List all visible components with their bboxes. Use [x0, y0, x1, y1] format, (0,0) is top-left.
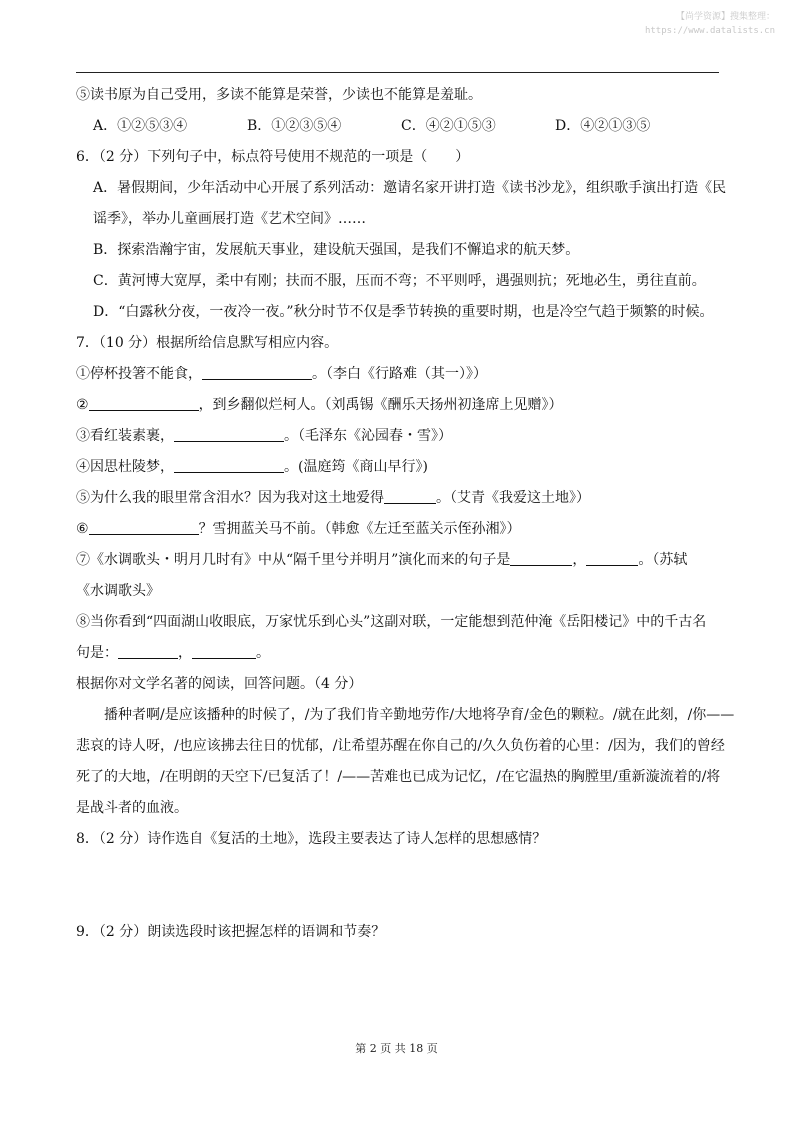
q7-item-3-text: ③看红装素裹，	[76, 428, 174, 444]
answer-blank[interactable]	[384, 489, 436, 504]
q5-options	[76, 111, 719, 142]
q6-option-a-line1: A．暑假期间，少年活动中心开展了系列活动：邀请名家开讲打造《读书沙龙》，组织歌手演出打造《民	[93, 180, 727, 196]
q7-item-6	[76, 514, 719, 545]
q8-answer-space[interactable]	[76, 855, 719, 917]
answer-blank[interactable]	[202, 365, 312, 380]
page-footer: 第 2 页 共 18 页	[355, 1042, 438, 1055]
q7-item-4	[76, 452, 719, 483]
q7-item-5	[76, 483, 719, 514]
answer-blank[interactable]	[174, 427, 284, 442]
page-content	[76, 80, 735, 948]
q7-item-2-source: ，到乡翻似烂柯人。（刘禹锡《酬乐天扬州初逢席上见赠》）	[198, 397, 563, 413]
watermark-url: https://www.datalists.cn	[644, 26, 775, 36]
answer-blank[interactable]	[174, 458, 284, 473]
q7-item-5-source: 。（艾青《我爱这土地》）	[436, 490, 590, 506]
q7-item-1	[76, 359, 719, 390]
q7-item-1-source: 。（李白《行路难（其一）》）	[312, 366, 487, 382]
q7-item-8-text: 句是：	[76, 645, 118, 661]
q7-item-8-line1: ⑧当你看到“四面湖山收眼底，万家忧乐到心头”这副对联，一定能想到范仲淹《岳阳楼记》中的千古名	[76, 614, 707, 630]
q5-item-5: ⑤读书原为自己受用，多读不能算是荣誉，少读也不能算是羞耻。	[76, 87, 482, 103]
watermark	[645, 10, 775, 38]
q8-stem: 8．（2 分）诗作选自《复活的土地》，选段主要表达了诗人怎样的思想感情？	[76, 831, 547, 847]
q7-item-5-text: ⑤为什么我的眼里常含泪水？因为我对这土地爱得	[76, 490, 384, 506]
q7-item-2	[76, 390, 719, 421]
header-rule	[76, 72, 719, 73]
q7-item-1-text: ①停杯投箸不能食，	[76, 366, 202, 382]
q7-item-4-source: 。(温庭筠《商山早行》)	[284, 459, 428, 475]
q7-item-8-end: 。	[256, 645, 270, 661]
q5-option-c: C．④②①⑤③	[401, 118, 496, 134]
q6-option-c: C．黄河博大宽厚，柔中有刚；扶而不服，压而不弯；不平则呼，遇强则抗；死地必生，勇往直前。	[93, 273, 706, 289]
q7-item-7-source: 。（苏轼	[638, 552, 688, 568]
answer-blank[interactable]	[510, 551, 572, 566]
q7-item-7	[76, 545, 719, 576]
q7-item-4-text: ④因思杜陵梦，	[76, 459, 174, 475]
watermark-title: 【尚学资源】搜集整理：	[675, 12, 775, 22]
poem-line-3: 死了的大地，/在明朗的天空下/已复活了！/——苦难也已成为记忆，/在它温热的胸膛里/重新漩流着的/将	[76, 769, 721, 785]
q7-item-6-source: ？雪拥蓝关马不前。（韩愈《左迁至蓝关示侄孙湘》）	[198, 521, 521, 537]
poem-line-1: 播种者啊/是应该播种的时候了，/为了我们肯辛勤地劳作/大地将孕育/金色的颗粒。/就在此刻，/你——	[104, 707, 735, 723]
q7-item-7-text: ⑦《水调歌头・明月几时有》中从“隔千里兮并明月”演化而来的句子是	[76, 552, 511, 568]
answer-blank[interactable]	[89, 396, 199, 411]
poem-line-4: 是战斗者的血液。	[76, 800, 188, 816]
q7-item-3-source: 。（毛泽东《沁园春・雪》）	[284, 428, 452, 444]
q7-item-2-text: ②	[76, 397, 89, 413]
q6-stem: 6．（2 分）下列句子中，标点符号使用不规范的一项是（ ）	[76, 149, 470, 165]
q7-item-7-line2: 《水调歌头》	[76, 583, 160, 599]
q7-item-8-line2	[76, 638, 719, 669]
poem-line-2: 悲哀的诗人呀，/也应该拂去往日的忧郁，/让希望苏醒在你自己的/久久负伤着的心里：/因为，我们的曾经	[76, 738, 725, 754]
q5-option-b: B．①②③⑤④	[247, 118, 342, 134]
q6-option-b: B．探索浩瀚宇宙，发展航天事业，建设航天强国，是我们不懈追求的航天梦。	[93, 242, 580, 258]
q7-item-3	[76, 421, 719, 452]
answer-blank[interactable]	[586, 551, 638, 566]
q7-stem: 7．（10 分）根据所给信息默写相应内容。	[76, 335, 339, 351]
q5-option-a: A．①②⑤③④	[93, 118, 188, 134]
answer-blank[interactable]	[118, 644, 178, 659]
q7-item-6-text: ⑥	[76, 521, 89, 537]
q7-item-7-comma: ，	[572, 552, 587, 568]
q9-stem: 9．（2 分）朗读选段时该把握怎样的语调和节奏？	[76, 924, 386, 940]
answer-blank[interactable]	[192, 644, 256, 659]
q5-option-d: D．④②①③⑤	[555, 118, 651, 134]
answer-blank[interactable]	[89, 520, 199, 535]
q6-option-a-line2: 谣季》，举办儿童画展打造《艺术空间》……	[93, 211, 366, 227]
reading-intro: 根据你对文学名著的阅读，回答问题。（4 分）	[76, 676, 363, 692]
q6-option-d: D．“白露秋分夜，一夜冷一夜。”秋分时节不仅是季节转换的重要时期，也是冷空气趋于频繁的时候。	[93, 304, 714, 320]
q7-item-8-comma: ，	[178, 645, 192, 661]
